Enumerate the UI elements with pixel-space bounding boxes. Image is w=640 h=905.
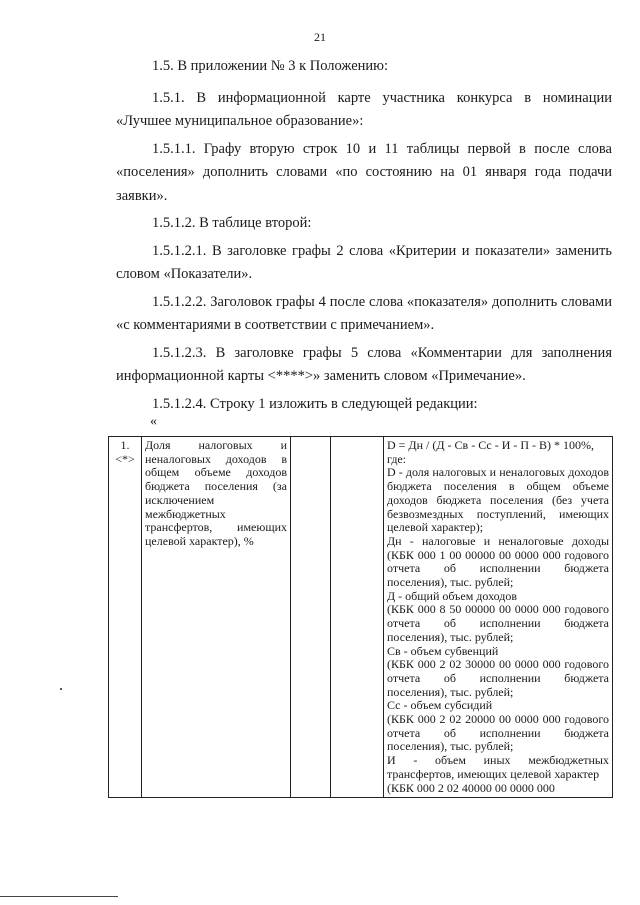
opening-quote: « xyxy=(150,414,157,429)
formula-line: D - доля налоговых и неналоговых доходов бюджета поселения в общем объеме доходов бюджета поселения (без учета безвозмездных поступлений, имеющих целевой характер); xyxy=(387,465,609,535)
page-number: 21 xyxy=(314,30,326,44)
scan-artifact xyxy=(60,688,62,690)
formula-line: D = Дн / (Д - Св - Сс - И - П - В) * 100%, xyxy=(387,438,595,452)
formula-line: Св - объем субвенций xyxy=(387,643,499,658)
empty-cell-col4 xyxy=(331,437,384,798)
paragraph-1-5-1-2-4: 1.5.1.2.4. Строку 1 изложить в следующей редакции: xyxy=(152,395,478,412)
formula-line: Дн - налоговые и неналоговые доходы (КБК 000 1 00 00000 00 0000 000 годового отчета об исполнении бюджета поселения), тыс. рублей; xyxy=(387,533,609,590)
table-row xyxy=(109,437,613,798)
formula-line: (КБК 000 2 02 40000 00 0000 000 xyxy=(387,780,555,795)
formula-line: где: xyxy=(387,451,407,466)
paragraph-1-5-1-2-2: 1.5.1.2.2. Заголовок графы 4 после слова «показателя» дополнить словами «с комментариями в соответствии с примечанием». xyxy=(116,293,612,333)
paragraph-1-5-1-1: 1.5.1.1. Графу вторую строк 10 и 11 таблицы первой в после слова «поселения» дополнить словами «по состоянию на 01 января года подачи заявки». xyxy=(116,140,612,204)
document-body xyxy=(116,55,612,420)
paragraph-1-5-1-2: 1.5.1.2. В таблице второй: xyxy=(152,215,312,231)
indicator-name-cell: Доля налоговых и неналоговых доходов в общем объеме доходов бюджета поселения (за исключением межбюджетных трансфертов, имеющих целевой характер), % xyxy=(142,437,291,798)
formula-cell xyxy=(384,437,613,798)
paragraph-1-5-1-2-1: 1.5.1.2.1. В заголовке графы 2 слова «Критерии и показатели» заменить словом «Показатели». xyxy=(116,242,612,282)
row-number-cell: 1. <*> xyxy=(109,437,142,798)
formula-line: (КБК 000 8 50 00000 00 0000 000 годового отчета об исполнении бюджета поселения), тыс. рублей; xyxy=(387,602,609,644)
footnote-separator xyxy=(0,896,118,897)
formula-line: И - объем иных межбюджетных трансфертов, имеющих целевой характер xyxy=(387,753,609,781)
formula-line: (КБК 000 2 02 20000 00 0000 000 годового отчета об исполнении бюджета поселения), тыс. рублей; xyxy=(387,712,609,754)
empty-cell-col3 xyxy=(291,437,331,798)
formula-line: (КБК 000 2 02 30000 00 0000 000 годового отчета об исполнении бюджета поселения), тыс. рублей; xyxy=(387,657,609,699)
indicator-table xyxy=(108,436,613,798)
paragraph-1-5-1-2-3: 1.5.1.2.3. В заголовке графы 5 слова «Комментарии для заполнения информационной карты <****>» заменить словом «Примечание». xyxy=(116,344,612,384)
formula-line: Сс - объем субсидий xyxy=(387,698,493,713)
paragraph-1-5-1: 1.5.1. В информационной карте участника конкурса в номинации «Лучшее муниципальное образование»: xyxy=(116,89,612,129)
paragraph-1-5: 1.5. В приложении № 3 к Положению: xyxy=(152,58,389,74)
formula-line: Д - общий объем доходов xyxy=(387,588,518,603)
